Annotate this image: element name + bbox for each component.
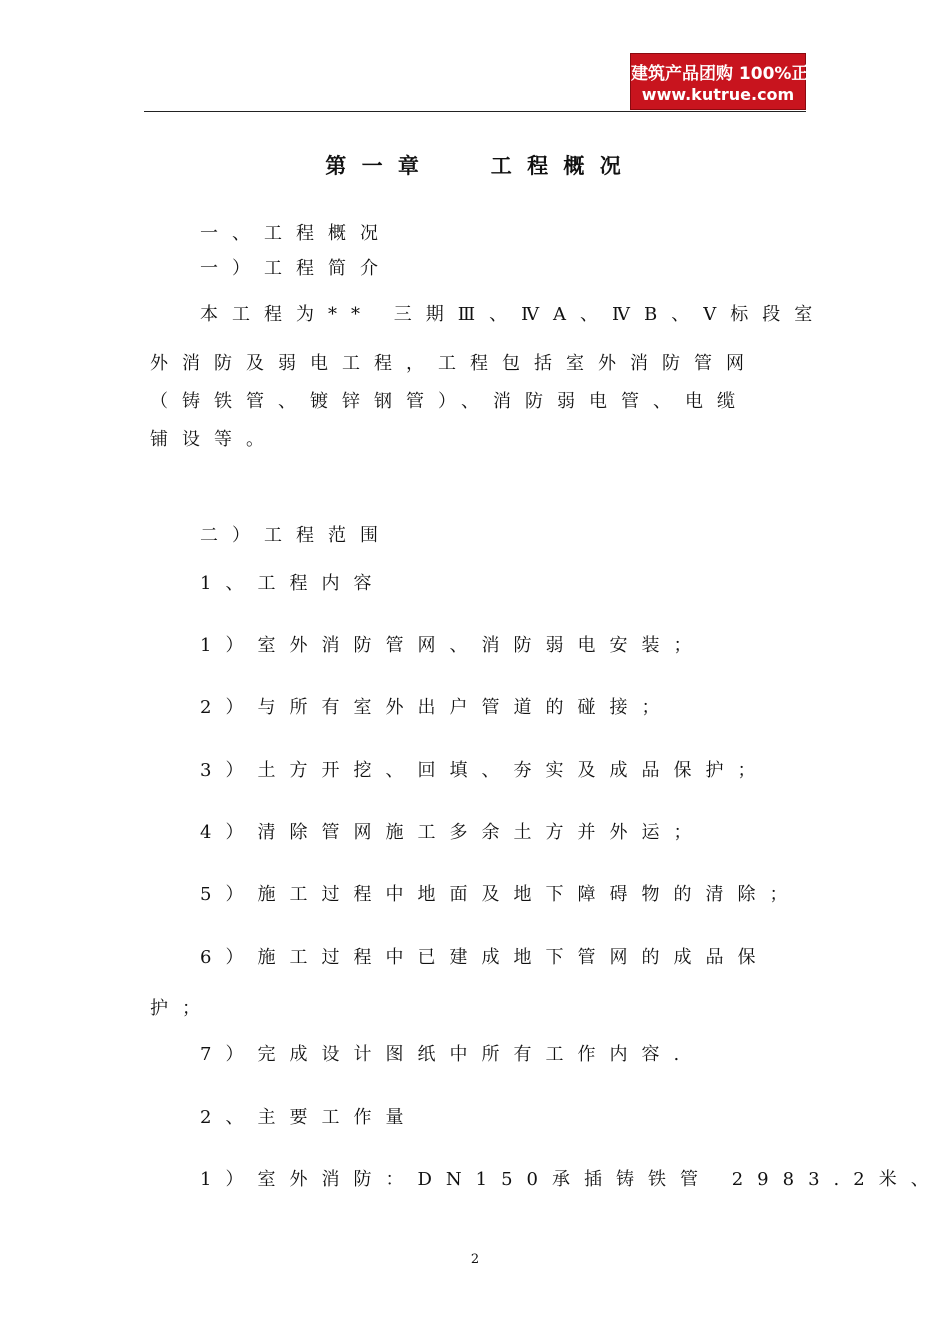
header-rule xyxy=(144,111,806,112)
logo-text-line2: www.kutrue.com xyxy=(641,85,795,104)
list-item: 4）清除管网施工多余土方并外运； xyxy=(200,822,706,843)
paragraph-line: 外消防及弱电工程，工程包括室外消防管网 xyxy=(150,353,758,374)
paragraph-line: 本工程为** 三期Ⅲ、ⅣA、ⅣB、Ⅴ标段室 xyxy=(200,304,827,325)
section-heading: 一、工程概况 xyxy=(200,223,392,244)
subsection-heading: 二）工程范围 xyxy=(200,525,392,546)
list-item: 2）与所有室外出户管道的碰接； xyxy=(200,697,674,718)
list-heading: 2、主要工作量 xyxy=(200,1107,418,1128)
list-item: 1）室外消防管网、消防弱电安装； xyxy=(200,635,706,656)
list-item-continuation: 护； xyxy=(150,998,214,1019)
list-item: 5）施工过程中地面及地下障碍物的清除； xyxy=(200,884,802,905)
paragraph-line: （铸铁管、镀锌钢管）、消防弱电管、电缆 xyxy=(150,391,749,412)
paragraph-line: 铺设等。 xyxy=(150,429,278,450)
list-item: 7）完成设计图纸中所有工作内容. xyxy=(200,1044,694,1065)
list-item: 1）室外消防：DN150承插铸铁管 2983.2米、 xyxy=(200,1169,943,1190)
logo-text-line1: 建筑产品团购 100%正品 xyxy=(631,64,826,84)
list-heading: 1、工程内容 xyxy=(200,573,386,594)
page-number: 2 xyxy=(470,1252,480,1267)
list-item: 3）土方开挖、回填、夯实及成品保护； xyxy=(200,760,770,781)
list-item: 6）施工过程中已建成地下管网的成品保 xyxy=(200,947,770,968)
chapter-title: 第 一 章 工 程 概 况 xyxy=(325,153,625,178)
subsection-heading: 一）工程简介 xyxy=(200,258,392,279)
logo-banner xyxy=(630,53,826,110)
